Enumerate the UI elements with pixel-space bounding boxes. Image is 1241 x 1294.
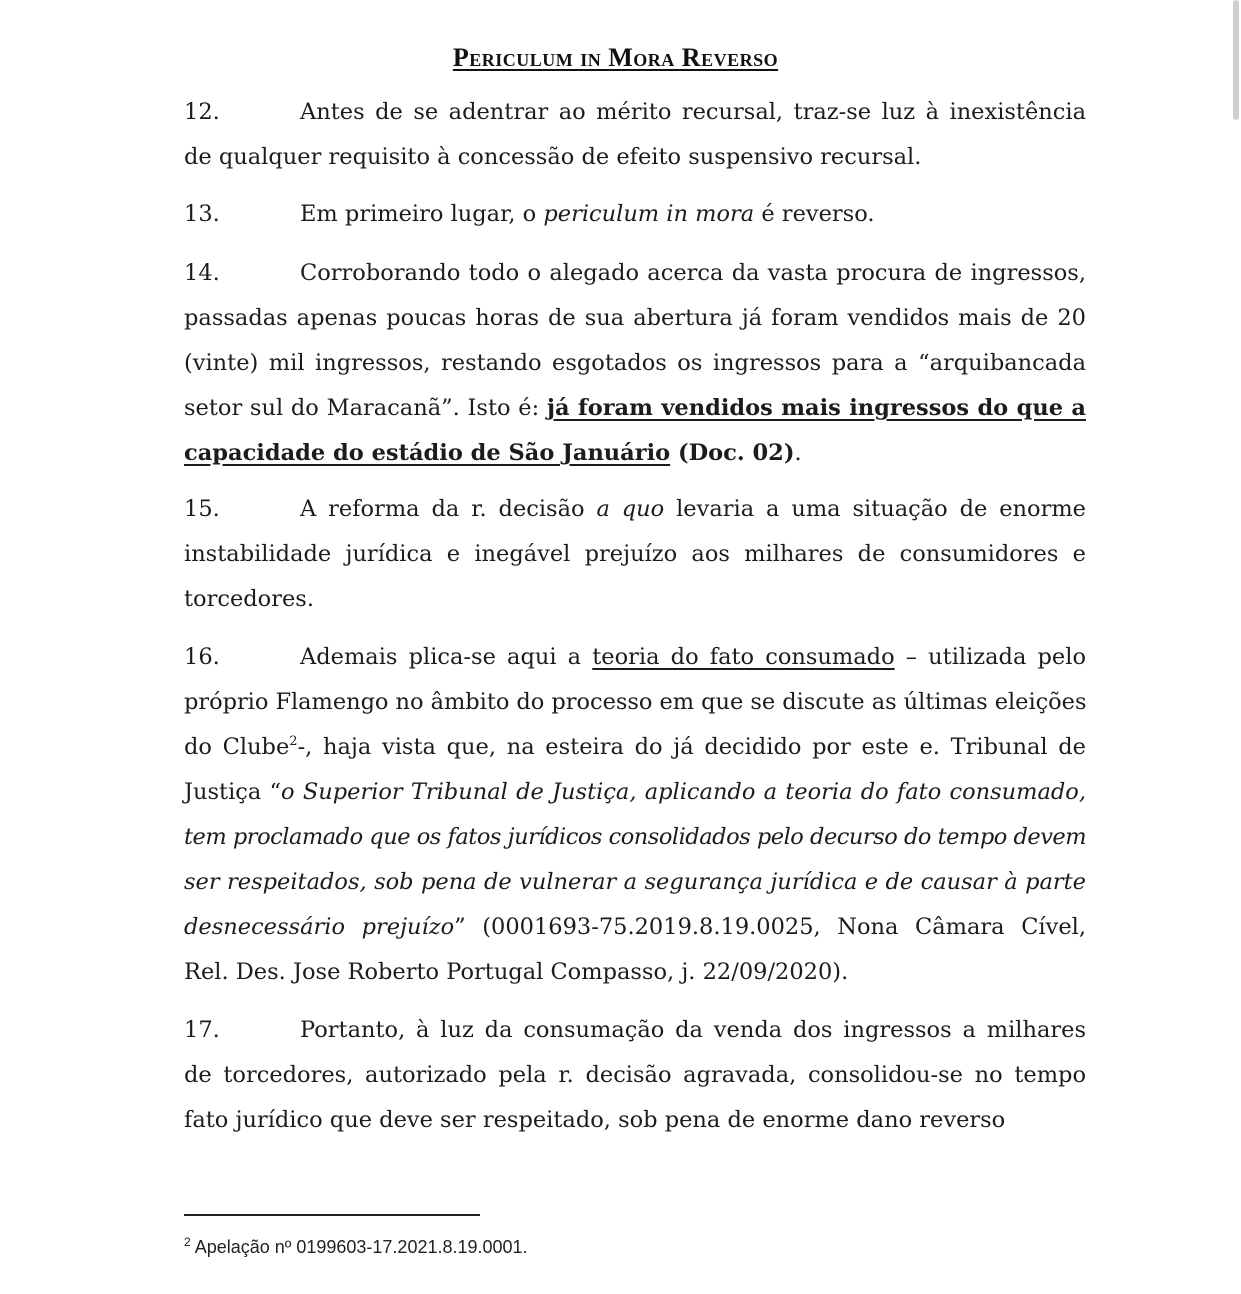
paragraph-line [184,386,1086,431]
paragraph-line [184,635,1086,680]
paragraph-text: A reforma da r. decisão [300,496,597,522]
paragraph-text: do Clube [184,734,290,760]
italic-term: a quo [596,496,665,522]
paragraph-line [184,770,1086,815]
paragraph-text: Corroborando todo o alegado acerca da vasta procura de ingressos, [300,260,1086,286]
paragraph-text: próprio Flamengo no âmbito do processo em que se discute as últimas eleições [184,689,1087,715]
paragraph-text: instabilidade jurídica e inegável prejuízo aos milhares de consumidores e [184,541,1086,567]
emphasized-text: capacidade do estádio de São Januário [184,440,671,466]
footnote [184,1237,528,1258]
paragraph-text: – utilizada pelo [894,644,1086,670]
paragraph-line [184,431,1086,476]
paragraph-line [184,532,1086,577]
footnote-divider [184,1214,480,1216]
paragraph-text: setor sul do Maracanã”. Isto é: [184,395,547,421]
paragraph-12 [184,90,1086,180]
paragraph-line [184,296,1086,341]
paragraph-text: de qualquer requisito à concessão de efeito suspensivo recursal. [184,144,922,170]
quoted-text: o Superior Tribunal de Justiça, aplicando a teoria do fato consumado, [281,779,1086,805]
paragraph-line [184,725,1086,770]
paragraph-text: fato jurídico que deve ser respeitado, sob pena de enorme dano reverso [184,1107,1006,1133]
paragraph-number: 17. [184,1017,220,1043]
paragraph-number: 15. [184,496,220,522]
paragraph-text: Justiça “ [184,779,282,805]
paragraph-line [184,90,1086,135]
paragraph-text: é reverso. [754,201,875,227]
paragraph-text: Em primeiro lugar, o [300,201,544,227]
paragraph-line [184,905,1086,950]
document-reference: (Doc. 02) [670,440,795,466]
section-title: Periculum in Mora Reverso [452,43,779,72]
paragraph-text: torcedores. [184,586,314,612]
paragraph-17 [184,1008,1086,1143]
paragraph-number: 12. [184,99,220,125]
quoted-text: desnecessário prejuízo [184,914,455,940]
paragraph-text: passadas apenas poucas horas de sua abertura já foram vendidos mais de 20 [184,305,1086,331]
paragraph-text: Ademais plica-se aqui a [300,644,593,670]
paragraph-text: -, haja vista que, na esteira do já decidido por este e. Tribunal de [297,734,1086,760]
paragraph-line [184,192,1086,237]
emphasized-text: já foram vendidos mais ingressos do que a [546,395,1086,421]
citation-text: ” (0001693-75.2019.8.19.0025, Nona Câmara Cível, [454,914,1086,940]
footnote-reference[interactable]: 2 [289,734,298,749]
paragraph-line [184,860,1086,905]
paragraph-line [184,950,1086,995]
paragraph-line [184,251,1086,296]
paragraph-line [184,135,1086,180]
paragraph-text: levaria a uma situação de enorme [664,496,1086,522]
paragraph-number: 16. [184,644,220,670]
paragraph-14 [184,251,1086,476]
paragraph-15 [184,487,1086,622]
citation-text: Rel. Des. Jose Roberto Portugal Compasso, j. 22/09/2020). [184,959,849,985]
paragraph-line [184,577,1086,622]
paragraph-text: Portanto, à luz da consumação da venda dos ingressos a milhares [300,1017,1086,1043]
paragraph-line [184,1008,1086,1053]
paragraph-text: de torcedores, autorizado pela r. decisão agravada, consolidou-se no tempo [184,1062,1086,1088]
paragraph-line [184,1053,1086,1098]
quoted-text: tem proclamado que os fatos jurídicos consolidados pelo decurso do tempo devem [184,824,1087,850]
paragraph-line [184,815,1086,860]
paragraph-16 [184,635,1086,995]
paragraph-text: Antes de se adentrar ao mérito recursal, traz-se luz à inexistência [300,99,1086,125]
paragraph-text: . [794,440,802,466]
paragraph-number: 13. [184,201,220,227]
paragraph-13 [184,192,1086,237]
footnote-mark: 2 [184,1235,191,1249]
paragraph-number: 14. [184,260,220,286]
paragraph-line [184,341,1086,386]
paragraph-line [184,1098,1086,1143]
scrollbar-thumb[interactable] [1233,0,1239,120]
underlined-term: teoria do fato consumado [592,644,895,670]
paragraph-text: (vinte) mil ingressos, restando esgotados os ingressos para a “arquibancada [184,350,1086,376]
italic-term: periculum in mora [543,201,755,227]
quoted-text: ser respeitados, sob pena de vulnerar a segurança jurídica e de causar à parte [184,869,1086,895]
paragraph-line [184,487,1086,532]
footnote-text: Apelação nº 0199603-17.2021.8.19.0001. [190,1237,528,1257]
vertical-scrollbar[interactable] [1231,0,1241,1294]
paragraph-line [184,680,1086,725]
